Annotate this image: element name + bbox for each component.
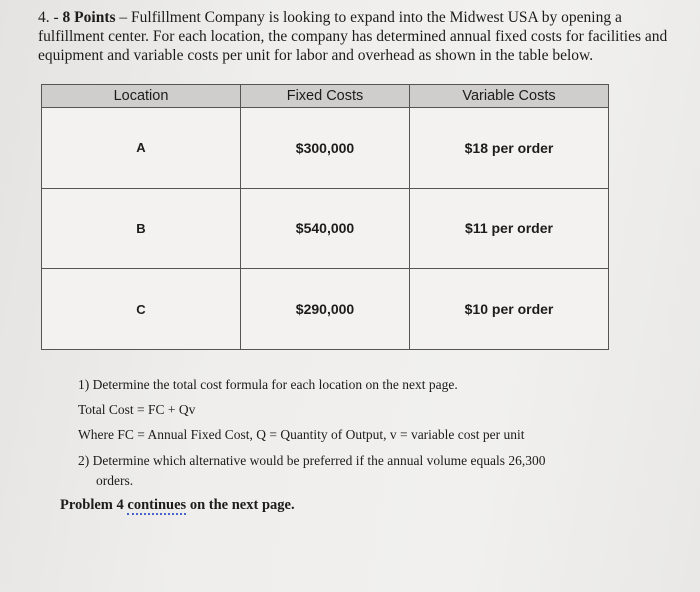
location-cell: B (42, 188, 241, 269)
questions-block (60, 372, 660, 491)
location-cell: C (42, 269, 241, 350)
table-row (42, 188, 609, 269)
question-2-line-1: 2) Determine which alternative would be preferred if the annual volume equals 26,300 (78, 453, 546, 468)
footer-underlined-word: continues (127, 497, 187, 513)
problem-text: – Fulfillment Company is looking to expand into the Midwest USA by opening a fulfillment center. For each location, the company has determined annual fixed costs for facilities and equipment and variable costs per unit for labor and overhead as shown in the table below. (38, 9, 668, 64)
variable-cost-cell: $18 per order (410, 108, 609, 189)
continuation-note (60, 497, 295, 514)
fixed-cost-cell: $290,000 (241, 269, 410, 350)
total-cost-formula: Total Cost = FC + Qv (78, 402, 196, 417)
problem-statement (38, 8, 678, 65)
column-header: Location (42, 85, 241, 108)
variable-cost-cell: $10 per order (410, 269, 609, 350)
problem-number: 4. - (38, 9, 59, 26)
question-2-line-2: orders. (96, 473, 134, 488)
table-row (42, 108, 609, 189)
question-1: 1) Determine the total cost formula for each location on the next page. (78, 377, 458, 392)
table-row (42, 269, 609, 350)
column-header: Fixed Costs (241, 85, 410, 108)
table-header-row (42, 85, 609, 108)
variable-cost-cell: $11 per order (410, 188, 609, 269)
fixed-cost-cell: $540,000 (241, 188, 410, 269)
location-cell: A (42, 108, 241, 189)
fixed-cost-cell: $300,000 (241, 108, 410, 189)
column-header: Variable Costs (410, 85, 609, 108)
footer-prefix: Problem 4 (60, 497, 124, 513)
footer-suffix: on the next page. (189, 497, 295, 513)
formula-definitions: Where FC = Annual Fixed Cost, Q = Quantity of Output, v = variable cost per unit (78, 427, 525, 442)
question-2 (60, 451, 660, 491)
problem-points: 8 Points (62, 9, 116, 26)
cost-table (41, 84, 609, 350)
